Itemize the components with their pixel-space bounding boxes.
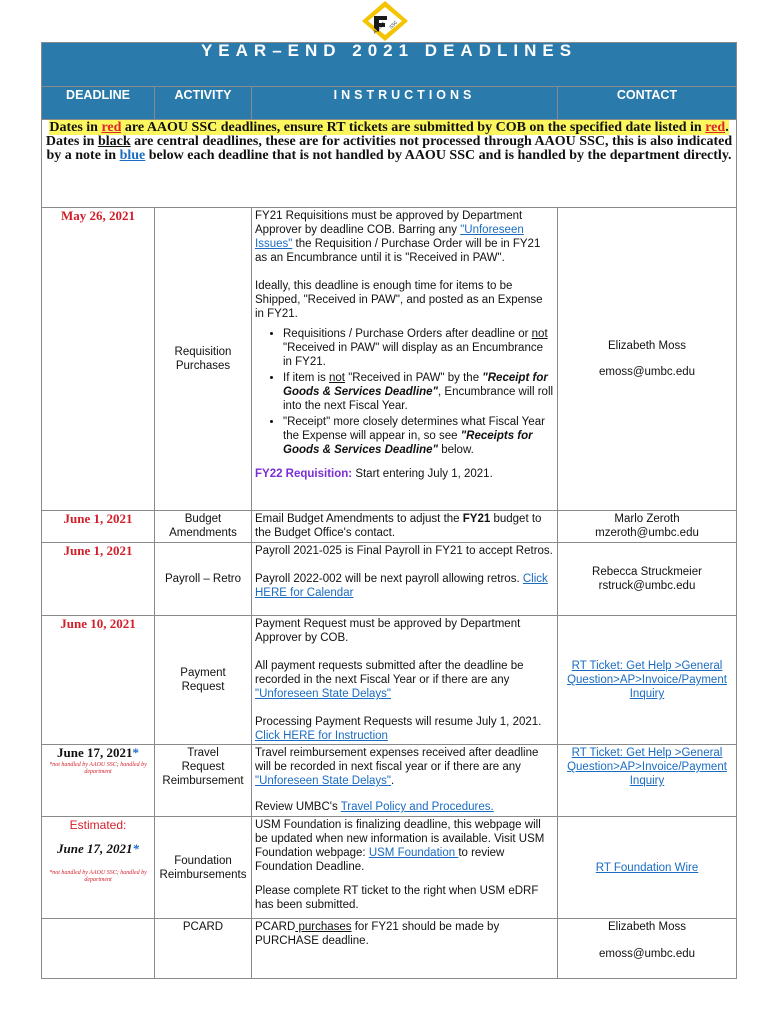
- contact-cell: Elizabeth Moss emoss@umbc.edu: [558, 919, 737, 979]
- instructions-cell: FY21 Requisitions must be approved by Department Approver by deadline COB. Barring any "Unforeseen Issues" the Requisition / Purchase Order will be in FY21 as an Encumbrance until it is "Received in PAW". Ideally, this deadline is enough time for items to be Shipped, "Received in PAW", and posted as an Expense in FY21. • Requisitions / Purchase Orders after deadline or not "Received in PAW" will display as an Encumbrance in FY21. • If item is not "Received in PAW" by the "Receipt for Goods & Services Deadline", Encumbrance will roll into the next Fiscal Year. • "Receipt" more closely determines what Fiscal Year the Expense will appear in, so see "Receipts for Goods & Services Deadline" below. FY22 Requisition: Start entering July 1, 2021.: [252, 208, 558, 511]
- contact-email: mzeroth@umbc.edu: [595, 527, 699, 539]
- page-title: YEAR–END 2021 DEADLINES: [42, 43, 737, 87]
- table-row: [42, 511, 737, 543]
- table-row: [42, 817, 737, 919]
- deadline-cell: June 17, 2021* *not handled by AAOU SSC; handled by department: [42, 745, 155, 817]
- contact-email: rstruck@umbc.edu: [598, 580, 696, 592]
- deadlines-table: [41, 42, 737, 979]
- contact-cell: [558, 745, 737, 817]
- rt-ticket-link[interactable]: RT Ticket: Get Help >General Question>AP>Invoice/Payment Inquiry: [567, 660, 727, 700]
- header-deadline: DEADLINE: [42, 87, 155, 120]
- unforeseen-issues-link[interactable]: "Unforeseen Issues": [255, 224, 524, 250]
- calendar-link[interactable]: Click HERE for Calendar: [255, 573, 548, 599]
- rt-ticket-link[interactable]: RT Ticket: Get Help >General Question>AP>Invoice/Payment Inquiry: [567, 747, 727, 787]
- table-row: [42, 543, 737, 616]
- instruction-link[interactable]: Click HERE for Instruction: [255, 730, 388, 742]
- table-row: [42, 208, 737, 511]
- state-delays-link[interactable]: "Unforeseen State Delays": [255, 775, 392, 787]
- rt-foundation-wire-link[interactable]: RT Foundation Wire: [595, 861, 699, 874]
- table-row: [42, 616, 737, 745]
- activity-cell: PCARD: [155, 919, 252, 979]
- contact-cell: Marlo Zeroth mzeroth@umbc.edu: [558, 511, 737, 543]
- contact-email: emoss@umbc.edu: [598, 366, 696, 378]
- instructions-cell: Payroll 2021-025 is Final Payroll in FY21 to accept Retros. Payroll 2022-002 will be next payroll allowing retros. Click HERE for Calendar: [252, 543, 558, 616]
- activity-cell: Payroll – Retro: [155, 543, 252, 616]
- instructions-cell: Travel reimbursement expenses received after deadline will be recorded in next fiscal year or if there are any "Unforeseen State Delays". Review UMBC's Travel Policy and Procedures.: [252, 745, 558, 817]
- activity-cell: Travel Request Reimbursement: [155, 745, 252, 817]
- contact-cell: Elizabeth Moss emoss@umbc.edu: [558, 208, 737, 511]
- instructions-cell: Email Budget Amendments to adjust the FY21 budget to the Budget Office's contact.: [252, 511, 558, 543]
- instructions-cell: PCARD purchases for FY21 should be made by PURCHASE deadline.: [252, 919, 558, 979]
- state-delays-link[interactable]: "Unforeseen State Delays": [255, 688, 392, 700]
- usm-foundation-link[interactable]: USM Foundation: [368, 847, 459, 859]
- intro-note: Dates in red are AAOU SSC deadlines, ensure RT tickets are submitted by COB on the specified date listed in red. Dates in black are central deadlines, these are for activities not processed through AAOU SSC, this is also indicated by a note in blue below each deadline that is not handled by AAOU SSC and is handled by the department directly.: [42, 120, 737, 208]
- header-activity: ACTIVITY: [155, 87, 252, 120]
- table-row: [42, 919, 737, 979]
- table-row: [42, 745, 737, 817]
- contact-cell: [558, 616, 737, 745]
- activity-cell: Budget Amendments: [155, 511, 252, 543]
- list-item: • Requisitions / Purchase Orders after deadline or not "Received in PAW" will display as an Encumbrance in FY21.: [283, 327, 554, 369]
- deadline-cell: June 10, 2021: [42, 616, 155, 745]
- aaou-ssc-logo: [360, 0, 410, 42]
- header-contact: CONTACT: [558, 87, 737, 120]
- activity-cell: Foundation Reimbursements: [155, 817, 252, 919]
- travel-policy-link[interactable]: Travel Policy and Procedures.: [340, 801, 494, 813]
- deadline-cell: [42, 919, 155, 979]
- deadline-cell: May 26, 2021: [42, 208, 155, 511]
- deadline-cell: June 1, 2021: [42, 543, 155, 616]
- svg-text:AAOU: AAOU: [372, 21, 387, 36]
- deadline-cell: June 1, 2021: [42, 511, 155, 543]
- deadline-cell: Estimated: June 17, 2021* *not handled by AAOU SSC; handled by department: [42, 817, 155, 919]
- instructions-cell: Payment Request must be approved by Department Approver by COB. All payment requests submitted after the deadline be recorded in the next Fiscal Year or if there are any "Unforeseen State Delays" Processing Payment Requests will resume July 1, 2021. Click HERE for Instruction: [252, 616, 558, 745]
- svg-text:SSC: SSC: [388, 19, 399, 30]
- contact-cell: Rebecca Struckmeier rstruck@umbc.edu: [558, 543, 737, 616]
- instructions-cell: USM Foundation is finalizing deadline, this webpage will be updated when new information is available. Visit USM Foundation webpage: USM Foundation to review Foundation Deadline. Please complete RT ticket to the right when USM eDRF has been submitted.: [252, 817, 558, 919]
- activity-cell: Requisition Purchases: [155, 208, 252, 511]
- contact-cell: [558, 817, 737, 919]
- contact-email: emoss@umbc.edu: [598, 948, 696, 960]
- activity-cell: Payment Request: [155, 616, 252, 745]
- header-instructions: INSTRUCTIONS: [252, 87, 558, 120]
- list-item: • If item is not "Received in PAW" by the "Receipt for Goods & Services Deadline", Encumbrance will roll into the next Fiscal Year.: [283, 371, 554, 413]
- list-item: • "Receipt" more closely determines what Fiscal Year the Expense will appear in, so see "Receipts for Goods & Services Deadline" below.: [283, 415, 554, 457]
